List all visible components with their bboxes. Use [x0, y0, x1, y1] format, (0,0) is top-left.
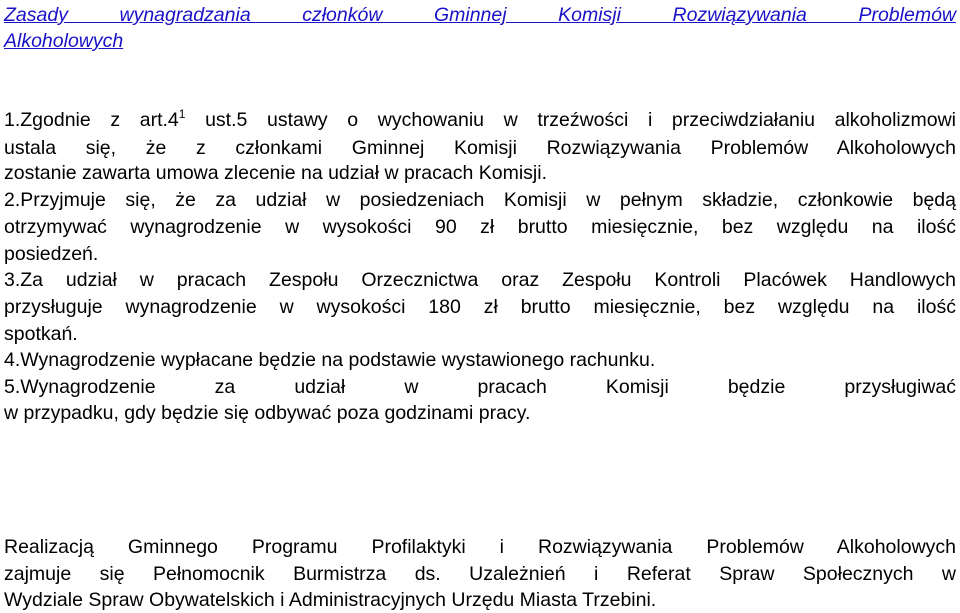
paragraph-5-line-1: 5.Wynagrodzenie za udział w pracach Komisji będzie przysługiwać	[4, 376, 956, 398]
footer-line-2: zajmuje się Pełnomocnik Burmistrza ds. Uzależnień i Referat Spraw Społecznych w	[4, 563, 956, 585]
paragraph-3-line-1: 3.Za udział w pracach Zespołu Orzecznictwa oraz Zespołu Kontroli Placówek Handlowych	[4, 269, 956, 291]
paragraph-1-text-b: ust.5 ustawy o wychowaniu w trzeźwości i przeciwdziałaniu alkoholizmowi	[185, 109, 957, 131]
paragraph-3-line-2: przysługuje wynagrodzenie w wysokości 180 zł brutto miesięcznie, bez względu na ilość	[4, 296, 956, 318]
paragraph-1-line-3: zostanie zawarta umowa zlecenie na udział w pracach Komisji.	[4, 162, 548, 184]
footnote-superscript: 1	[178, 107, 186, 121]
paragraph-2-line-2: otrzymywać wynagrodzenie w wysokości 90 zł brutto miesięcznie, bez względu na ilość	[4, 216, 956, 238]
footer-line-3: Wydziale Spraw Obywatelskich i Administracyjnych Urzędu Miasta Trzebini.	[4, 589, 657, 611]
footer-line-1: Realizacją Gminnego Programu Profilaktyki i Rozwiązywania Problemów Alkoholowych	[4, 536, 956, 558]
document-title-line-1: Zasady wynagradzania członków Gminnej Komisji Rozwiązywania Problemów	[4, 4, 956, 26]
paragraph-2-line-3: posiedzeń.	[4, 243, 99, 265]
paragraph-4-line-1: 4.Wynagrodzenie wypłacane będzie na podstawie wystawionego rachunku.	[4, 349, 656, 371]
paragraph-5-line-2: w przypadku, gdy będzie się odbywać poza godzinami pracy.	[4, 402, 531, 424]
paragraph-1-line-1	[4, 107, 956, 135]
paragraph-1-text-a: 1.Zgodnie z art.4	[4, 109, 179, 131]
document-title-line-2: Alkoholowych	[4, 30, 124, 52]
paragraph-2-line-1: 2.Przyjmuje się, że za udział w posiedzeniach Komisji w pełnym składzie, członkowie będą	[4, 189, 956, 211]
paragraph-1-line-2: ustala się, że z członkami Gminnej Komisji Rozwiązywania Problemów Alkoholowych	[4, 137, 956, 159]
paragraph-3-line-3: spotkań.	[4, 323, 78, 345]
